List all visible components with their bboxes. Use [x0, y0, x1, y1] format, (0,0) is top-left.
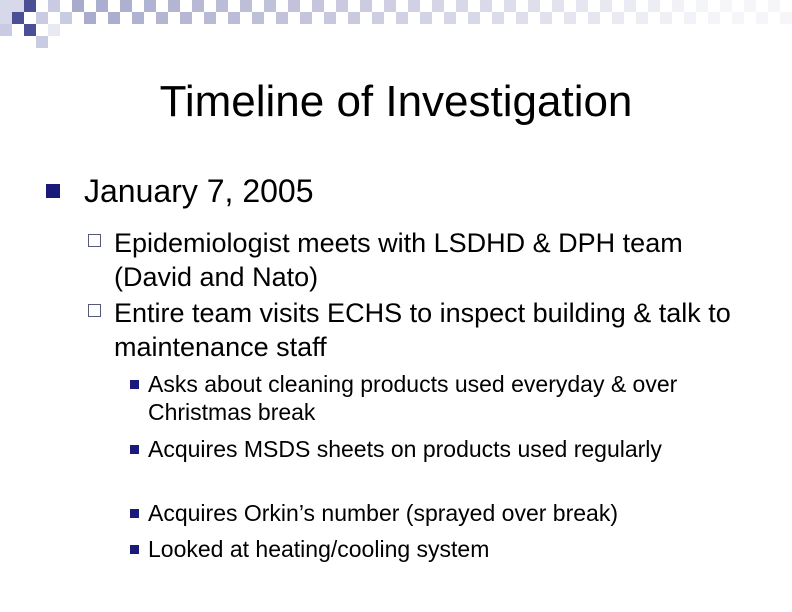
decorative-square — [276, 12, 288, 24]
decorative-square — [300, 12, 312, 24]
decorative-square — [648, 0, 660, 12]
decorative-square — [252, 12, 264, 24]
sub-item-text: Entire team visits ECHS to inspect building & talk to maintenance staff — [114, 298, 731, 362]
decorative-square — [168, 0, 180, 12]
decorative-square — [192, 0, 204, 12]
slide-title: Timeline of Investigation — [159, 77, 633, 126]
decorative-square — [108, 12, 120, 24]
decorative-square — [420, 12, 432, 24]
decorative-square — [84, 12, 96, 24]
decorative-square — [480, 0, 492, 12]
decorative-square — [552, 0, 564, 12]
decorative-square — [204, 12, 216, 24]
decorative-square — [780, 12, 792, 24]
decorative-square — [336, 0, 348, 12]
detail-text: Looked at heating/cooling system — [148, 536, 490, 562]
decorative-square — [444, 12, 456, 24]
decorative-square — [588, 12, 600, 24]
decorative-square — [372, 12, 384, 24]
decorative-square — [72, 0, 84, 12]
decorative-square — [156, 12, 168, 24]
square-bullet-icon — [46, 184, 60, 198]
decorative-square — [684, 12, 696, 24]
decorative-square — [180, 12, 192, 24]
detail-text: Asks about cleaning products used everyday & over Christmas break — [148, 371, 678, 425]
decorative-square — [576, 0, 588, 12]
decorative-square — [708, 12, 720, 24]
square-bullet-icon — [130, 380, 139, 389]
decorative-square — [504, 0, 516, 12]
decorative-square — [132, 12, 144, 24]
decorative-square — [312, 0, 324, 12]
decorative-square — [216, 0, 228, 12]
decorative-square — [624, 0, 636, 12]
square-bullet-icon — [130, 509, 139, 518]
decorative-square — [228, 12, 240, 24]
decorative-square — [660, 12, 672, 24]
detail-text: Acquires MSDS sheets on products used regularly — [148, 436, 662, 462]
decorative-square — [96, 0, 108, 12]
decorative-square — [348, 12, 360, 24]
decorative-square — [612, 12, 624, 24]
decorative-square — [360, 0, 372, 12]
date-heading: January 7, 2005 — [84, 173, 314, 209]
decorative-square — [324, 12, 336, 24]
decorative-square — [456, 0, 468, 12]
decorative-square — [768, 0, 780, 12]
decorative-square — [468, 12, 480, 24]
hollow-square-bullet-icon — [88, 234, 101, 247]
decorative-square — [144, 0, 156, 12]
decorative-square — [264, 0, 276, 12]
decorative-square — [672, 0, 684, 12]
decorative-square — [636, 12, 648, 24]
square-bullet-icon — [130, 545, 139, 554]
decorative-square — [516, 12, 528, 24]
decorative-square — [756, 12, 768, 24]
decorative-square — [384, 0, 396, 12]
decorative-square — [540, 12, 552, 24]
decorative-square — [732, 12, 744, 24]
hollow-square-bullet-icon — [88, 304, 101, 317]
detail-text: Acquires Orkin’s number (sprayed over break) — [148, 500, 618, 526]
decorative-square — [492, 12, 504, 24]
decorative-square — [564, 12, 576, 24]
decorative-square — [408, 0, 420, 12]
sub-item-text: Epidemiologist meets with LSDHD & DPH team (David and Nato) — [114, 228, 683, 292]
decorative-square — [720, 0, 732, 12]
decorative-square — [696, 0, 708, 12]
decorative-square — [744, 0, 756, 12]
decorative-square — [432, 0, 444, 12]
decorative-square — [396, 12, 408, 24]
decorative-square — [120, 0, 132, 12]
decorative-square — [288, 0, 300, 12]
decorative-header-pattern — [0, 0, 792, 48]
square-bullet-icon — [130, 445, 139, 454]
decorative-square — [240, 0, 252, 12]
decorative-square — [528, 0, 540, 12]
decorative-square — [600, 0, 612, 12]
